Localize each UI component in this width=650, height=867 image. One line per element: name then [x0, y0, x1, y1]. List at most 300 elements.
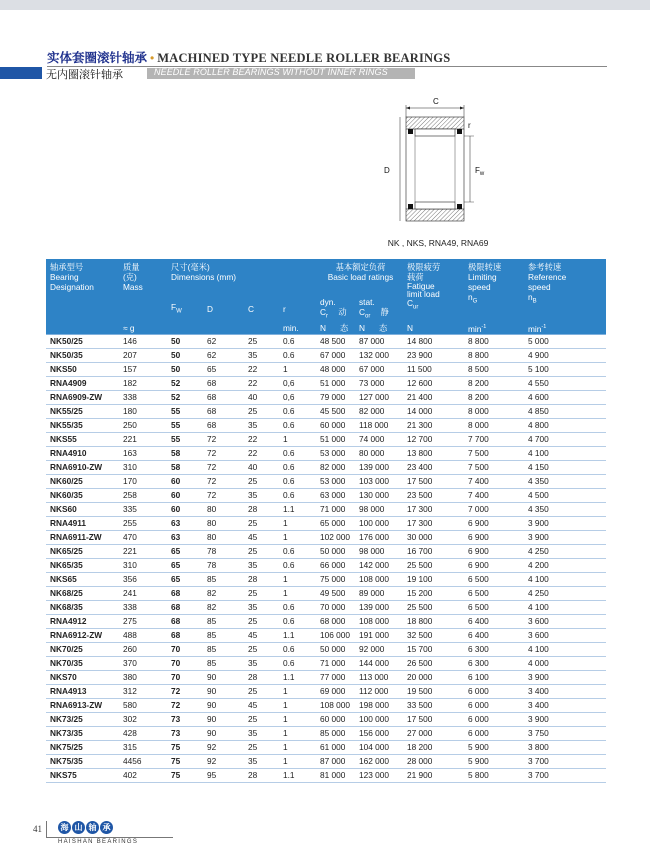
- table-row: [46, 713, 606, 727]
- section-title-cn: 实体套圈滚针轴承: [47, 50, 148, 65]
- table-cell: 82 000: [357, 405, 401, 419]
- table-cell: 28: [246, 573, 281, 587]
- bearing-designation: RNA6909-ZW: [46, 391, 121, 405]
- table-cell: 25: [246, 405, 281, 419]
- table-cell: 18 200: [401, 741, 462, 755]
- brand-name: HAISHAN BEARINGS: [58, 839, 139, 845]
- table-cell: 142 000: [357, 559, 401, 573]
- table-cell: 0.6: [281, 419, 318, 433]
- table-cell: 380: [121, 671, 169, 685]
- table-cell: 35: [246, 489, 281, 503]
- table-cell: 6 000: [462, 685, 522, 699]
- table-cell: 0.6: [281, 657, 318, 671]
- table-cell: 0,6: [281, 377, 318, 391]
- table-cell: 132 000: [357, 349, 401, 363]
- table-cell: 198 000: [357, 699, 401, 713]
- table-cell: 17 300: [401, 503, 462, 517]
- table-cell: 1.1: [281, 503, 318, 517]
- footer-divider-v: [46, 821, 47, 837]
- table-cell: 68: [205, 405, 246, 419]
- table-cell: 6 300: [462, 643, 522, 657]
- dim-c-arrow-right: [460, 107, 464, 110]
- table-cell: 6 900: [462, 517, 522, 531]
- table-cell: 15 200: [401, 587, 462, 601]
- table-cell: 50 000: [318, 545, 357, 559]
- table-cell: 4 100: [522, 601, 606, 615]
- head-designation: 轴承型号 Bearing Designation: [46, 259, 121, 297]
- table-cell: 1: [281, 517, 318, 531]
- table-cell: 106 000: [318, 629, 357, 643]
- table-cell: 55: [169, 419, 205, 433]
- table-cell: 6 400: [462, 629, 522, 643]
- bearing-designation: NKS55: [46, 433, 121, 447]
- table-cell: 72: [205, 475, 246, 489]
- table-cell: 60 000: [318, 419, 357, 433]
- table-cell: 338: [121, 601, 169, 615]
- table-row: [46, 433, 606, 447]
- table-cell: 45: [246, 629, 281, 643]
- shoulder-bl: [408, 204, 413, 209]
- table-row: [46, 643, 606, 657]
- table-cell: 22: [246, 363, 281, 377]
- table-cell: 0.6: [281, 643, 318, 657]
- head-fatigue: 极限疲劳 载荷 Fatigue limit load $C_{ur}$: [401, 259, 462, 322]
- head-d: D: [205, 297, 246, 322]
- table-cell: 28: [246, 503, 281, 517]
- table-cell: 65: [169, 559, 205, 573]
- table-cell: 25: [246, 517, 281, 531]
- table-cell: 60 000: [318, 713, 357, 727]
- table-cell: 48 500: [318, 335, 357, 349]
- head-r: r: [281, 297, 318, 322]
- table-cell: 127 000: [357, 391, 401, 405]
- table-cell: 35: [246, 657, 281, 671]
- table-cell: 8 500: [462, 363, 522, 377]
- shoulder-br: [457, 204, 462, 209]
- table-cell: 4 100: [522, 643, 606, 657]
- table-cell: 4 100: [522, 573, 606, 587]
- unit-dyn: N 态: [318, 322, 357, 335]
- bearing-designation: NK68/25: [46, 587, 121, 601]
- table-cell: 108 000: [357, 573, 401, 587]
- table-cell: 100 000: [357, 517, 401, 531]
- table-cell: 53 000: [318, 447, 357, 461]
- table-cell: 370: [121, 657, 169, 671]
- table-row: [46, 489, 606, 503]
- table-cell: 40: [246, 391, 281, 405]
- table-cell: 4 250: [522, 545, 606, 559]
- table-cell: 104 000: [357, 741, 401, 755]
- table-cell: 68: [205, 377, 246, 391]
- table-cell: 67 000: [318, 349, 357, 363]
- table-cell: 50 000: [318, 643, 357, 657]
- table-row: [46, 517, 606, 531]
- shoulder-tl: [408, 129, 413, 134]
- table-cell: 70: [169, 671, 205, 685]
- table-cell: 30 000: [401, 531, 462, 545]
- table-cell: 108 000: [318, 699, 357, 713]
- table-cell: 157: [121, 363, 169, 377]
- table-cell: 221: [121, 433, 169, 447]
- table-cell: 7 700: [462, 433, 522, 447]
- table-cell: 63 000: [318, 489, 357, 503]
- bearing-designation: NKS70: [46, 671, 121, 685]
- head-stat: stat. $C_{or}$ 静: [357, 297, 401, 322]
- table-cell: 7 400: [462, 475, 522, 489]
- table-cell: 6 900: [462, 545, 522, 559]
- table-cell: 6 500: [462, 587, 522, 601]
- table-cell: 85: [205, 615, 246, 629]
- table-cell: 98 000: [357, 545, 401, 559]
- table-row: [46, 363, 606, 377]
- table-cell: 12 600: [401, 377, 462, 391]
- table-cell: 108 000: [357, 615, 401, 629]
- table-cell: 6 900: [462, 531, 522, 545]
- page-number: 41: [33, 824, 42, 834]
- table-cell: 302: [121, 713, 169, 727]
- table-cell: 65 000: [318, 517, 357, 531]
- table-cell: 75: [169, 769, 205, 783]
- table-cell: 25 500: [401, 601, 462, 615]
- dim-d-label: D: [384, 166, 390, 175]
- table-cell: 35: [246, 419, 281, 433]
- table-cell: 69 000: [318, 685, 357, 699]
- table-row: [46, 377, 606, 391]
- table-row: [46, 461, 606, 475]
- table-cell: 4 100: [522, 447, 606, 461]
- table-cell: 23 400: [401, 461, 462, 475]
- table-cell: 65: [205, 363, 246, 377]
- table-cell: 14 000: [401, 405, 462, 419]
- table-cell: 25 500: [401, 559, 462, 573]
- unit-ref: $\min^{-1}$: [522, 322, 606, 335]
- table-cell: 338: [121, 391, 169, 405]
- head-load: 基本额定负荷 Basic load ratings: [318, 259, 401, 297]
- table-cell: 61 000: [318, 741, 357, 755]
- table-cell: 25: [246, 335, 281, 349]
- table-cell: 85: [205, 573, 246, 587]
- table-cell: 221: [121, 545, 169, 559]
- outer-ring-top: [406, 117, 464, 129]
- table-cell: 8 800: [462, 349, 522, 363]
- table-cell: 40: [246, 461, 281, 475]
- table-cell: 7 500: [462, 461, 522, 475]
- table-cell: 85: [205, 643, 246, 657]
- table-cell: 170: [121, 475, 169, 489]
- brand-logo: [58, 821, 113, 835]
- table-cell: 72: [205, 433, 246, 447]
- logo-char: 承: [100, 821, 113, 834]
- table-cell: 60: [169, 475, 205, 489]
- table-units-row: [46, 322, 606, 335]
- table-body: [46, 335, 606, 783]
- table-cell: 70: [169, 657, 205, 671]
- table-cell: 45: [246, 699, 281, 713]
- table-cell: 103 000: [357, 475, 401, 489]
- table-cell: 0.6: [281, 349, 318, 363]
- table-row: [46, 503, 606, 517]
- table-cell: 182: [121, 377, 169, 391]
- table-cell: 25: [246, 713, 281, 727]
- table-cell: 0.6: [281, 559, 318, 573]
- bearing-designation: NK50/25: [46, 335, 121, 349]
- bearing-table: [46, 259, 606, 783]
- table-cell: 3 600: [522, 615, 606, 629]
- table-cell: 0.6: [281, 405, 318, 419]
- head-reference-speed: 参考转速 Reference speed $n_B$: [522, 259, 606, 322]
- table-cell: 66 000: [318, 559, 357, 573]
- section-title: [47, 48, 607, 66]
- table-cell: 22: [246, 377, 281, 391]
- table-cell: 16 700: [401, 545, 462, 559]
- table-row: [46, 685, 606, 699]
- table-cell: 0.6: [281, 545, 318, 559]
- table-cell: 75: [169, 741, 205, 755]
- table-cell: 8 000: [462, 405, 522, 419]
- table-cell: 58: [169, 447, 205, 461]
- table-cell: 0.6: [281, 461, 318, 475]
- table-cell: 26 500: [401, 657, 462, 671]
- table-cell: 250: [121, 419, 169, 433]
- table-cell: 68: [169, 629, 205, 643]
- table-head-row: [46, 259, 606, 297]
- table-cell: 63: [169, 517, 205, 531]
- table-cell: 75 000: [318, 573, 357, 587]
- table-cell: 60: [169, 489, 205, 503]
- table-cell: 0.6: [281, 615, 318, 629]
- table-cell: 0,6: [281, 391, 318, 405]
- unit-limit: $\min^{-1}$: [462, 322, 522, 335]
- table-cell: 45: [246, 531, 281, 545]
- table-cell: 55: [169, 433, 205, 447]
- table-cell: 4 000: [522, 657, 606, 671]
- table-cell: 65: [169, 545, 205, 559]
- table-cell: 80 000: [357, 447, 401, 461]
- table-cell: 68: [169, 587, 205, 601]
- table-cell: 6 000: [462, 699, 522, 713]
- table-cell: 0.6: [281, 601, 318, 615]
- table-cell: 4 550: [522, 377, 606, 391]
- table-cell: 1.1: [281, 629, 318, 643]
- table-cell: 62: [205, 349, 246, 363]
- table-cell: 85: [205, 629, 246, 643]
- table-cell: 78: [205, 545, 246, 559]
- table-row: [46, 573, 606, 587]
- page-footer: [0, 818, 650, 858]
- table-cell: 5 000: [522, 335, 606, 349]
- table-cell: 5 800: [462, 769, 522, 783]
- table-cell: 191 000: [357, 629, 401, 643]
- table-cell: 35: [246, 349, 281, 363]
- footer-divider-h: [46, 837, 173, 838]
- table-cell: 22: [246, 447, 281, 461]
- table-cell: 12 700: [401, 433, 462, 447]
- bearing-designation: RNA6913-ZW: [46, 699, 121, 713]
- table-row: [46, 601, 606, 615]
- table-cell: 4 250: [522, 587, 606, 601]
- table-cell: 3 400: [522, 699, 606, 713]
- dim-fw-label: $F_w$: [475, 166, 485, 177]
- table-cell: 82: [205, 601, 246, 615]
- table-cell: 6 400: [462, 615, 522, 629]
- table-cell: 28: [246, 671, 281, 685]
- bearing-designation: NK68/35: [46, 601, 121, 615]
- table-cell: 162 000: [357, 755, 401, 769]
- table-cell: 71 000: [318, 503, 357, 517]
- table-cell: 4 350: [522, 475, 606, 489]
- table-cell: 58: [169, 461, 205, 475]
- table-cell: 580: [121, 699, 169, 713]
- table-cell: 1: [281, 531, 318, 545]
- table-cell: 1.1: [281, 769, 318, 783]
- table-cell: 4 700: [522, 433, 606, 447]
- table-cell: 82 000: [318, 461, 357, 475]
- bearing-designation: NKS65: [46, 573, 121, 587]
- table-cell: 112 000: [357, 685, 401, 699]
- table-cell: 8 200: [462, 391, 522, 405]
- table-cell: 71 000: [318, 657, 357, 671]
- table-cell: 95: [205, 769, 246, 783]
- table-cell: 3 900: [522, 713, 606, 727]
- bearing-designation: NK60/35: [46, 489, 121, 503]
- table-cell: 15 700: [401, 643, 462, 657]
- table-cell: 1: [281, 433, 318, 447]
- bearing-designation: RNA4912: [46, 615, 121, 629]
- table-cell: 68 000: [318, 615, 357, 629]
- table-cell: 5 900: [462, 741, 522, 755]
- head-mass: 质量 (克) Mass: [121, 259, 169, 297]
- table-cell: 80: [205, 531, 246, 545]
- bearing-designation: NK55/35: [46, 419, 121, 433]
- table-cell: 4 200: [522, 559, 606, 573]
- table-row: [46, 405, 606, 419]
- table-row: [46, 727, 606, 741]
- table-cell: 11 500: [401, 363, 462, 377]
- table-cell: 118 000: [357, 419, 401, 433]
- subsection-marker: [0, 67, 42, 79]
- table-cell: 1: [281, 713, 318, 727]
- table-cell: 1: [281, 699, 318, 713]
- table-cell: 6 300: [462, 657, 522, 671]
- bearing-designation: RNA4909: [46, 377, 121, 391]
- table-cell: 402: [121, 769, 169, 783]
- table-row: [46, 671, 606, 685]
- table-cell: 144 000: [357, 657, 401, 671]
- table-cell: 7 000: [462, 503, 522, 517]
- table-cell: 312: [121, 685, 169, 699]
- table-cell: 4 150: [522, 461, 606, 475]
- table-cell: 3 700: [522, 769, 606, 783]
- table-cell: 73: [169, 727, 205, 741]
- table-cell: 19 100: [401, 573, 462, 587]
- table-cell: 335: [121, 503, 169, 517]
- table-cell: 180: [121, 405, 169, 419]
- table-cell: 85: [205, 657, 246, 671]
- bearing-designation: RNA6912-ZW: [46, 629, 121, 643]
- table-cell: 6 500: [462, 573, 522, 587]
- table-cell: 6 900: [462, 559, 522, 573]
- table-cell: 100 000: [357, 713, 401, 727]
- unit-fatigue: N: [401, 322, 462, 335]
- table-cell: 470: [121, 531, 169, 545]
- table-cell: 72: [205, 489, 246, 503]
- table-cell: 67 000: [357, 363, 401, 377]
- bearing-designation: RNA4911: [46, 517, 121, 531]
- table-cell: 14 800: [401, 335, 462, 349]
- table-cell: 1: [281, 587, 318, 601]
- table-cell: 4 850: [522, 405, 606, 419]
- table-cell: 23 500: [401, 489, 462, 503]
- table-cell: 80: [205, 517, 246, 531]
- table-cell: 33 500: [401, 699, 462, 713]
- table-cell: 32 500: [401, 629, 462, 643]
- table-cell: 5 100: [522, 363, 606, 377]
- table-row: [46, 335, 606, 349]
- table-cell: 4 800: [522, 419, 606, 433]
- table-cell: 60: [169, 503, 205, 517]
- table-cell: 72: [205, 461, 246, 475]
- table-cell: 25: [246, 587, 281, 601]
- unit-stat: N 态: [357, 322, 401, 335]
- head-c: C: [246, 297, 281, 322]
- table-cell: 3 750: [522, 727, 606, 741]
- needle-top: [415, 129, 455, 136]
- table-row: [46, 447, 606, 461]
- table-cell: 207: [121, 349, 169, 363]
- table-cell: 72: [205, 447, 246, 461]
- table-cell: 22: [246, 433, 281, 447]
- table-cell: 1: [281, 741, 318, 755]
- bearing-designation: NK75/35: [46, 755, 121, 769]
- table-cell: 68: [169, 615, 205, 629]
- bearing-designation: RNA4913: [46, 685, 121, 699]
- top-band: [0, 0, 650, 10]
- table-cell: 73: [169, 713, 205, 727]
- table-cell: 72: [169, 685, 205, 699]
- table-cell: 50: [169, 363, 205, 377]
- table-cell: 3 900: [522, 517, 606, 531]
- table-cell: 156 000: [357, 727, 401, 741]
- table-cell: 0.6: [281, 335, 318, 349]
- table-cell: 51 000: [318, 377, 357, 391]
- table-cell: 90: [205, 671, 246, 685]
- bearing-designation: RNA6911-ZW: [46, 531, 121, 545]
- table-row: [46, 657, 606, 671]
- table-cell: 52: [169, 377, 205, 391]
- bearing-designation: NK70/35: [46, 657, 121, 671]
- subsection-title-cn: 无内圈滚针轴承: [46, 68, 123, 81]
- table-cell: 27 000: [401, 727, 462, 741]
- table-cell: 258: [121, 489, 169, 503]
- table-cell: 123 000: [357, 769, 401, 783]
- table-cell: 35: [246, 727, 281, 741]
- table-cell: 81 000: [318, 769, 357, 783]
- table-cell: 78: [205, 559, 246, 573]
- table-cell: 80: [205, 503, 246, 517]
- table-row: [46, 699, 606, 713]
- table-row: [46, 615, 606, 629]
- table-cell: 68: [205, 391, 246, 405]
- bearing-diagram: [370, 95, 510, 245]
- table-cell: 139 000: [357, 461, 401, 475]
- table-cell: 45 500: [318, 405, 357, 419]
- table-row: [46, 755, 606, 769]
- needle-bottom: [415, 202, 455, 209]
- table-cell: 53 000: [318, 475, 357, 489]
- table-cell: 6 500: [462, 601, 522, 615]
- table-cell: 3 900: [522, 531, 606, 545]
- table-cell: 8 000: [462, 419, 522, 433]
